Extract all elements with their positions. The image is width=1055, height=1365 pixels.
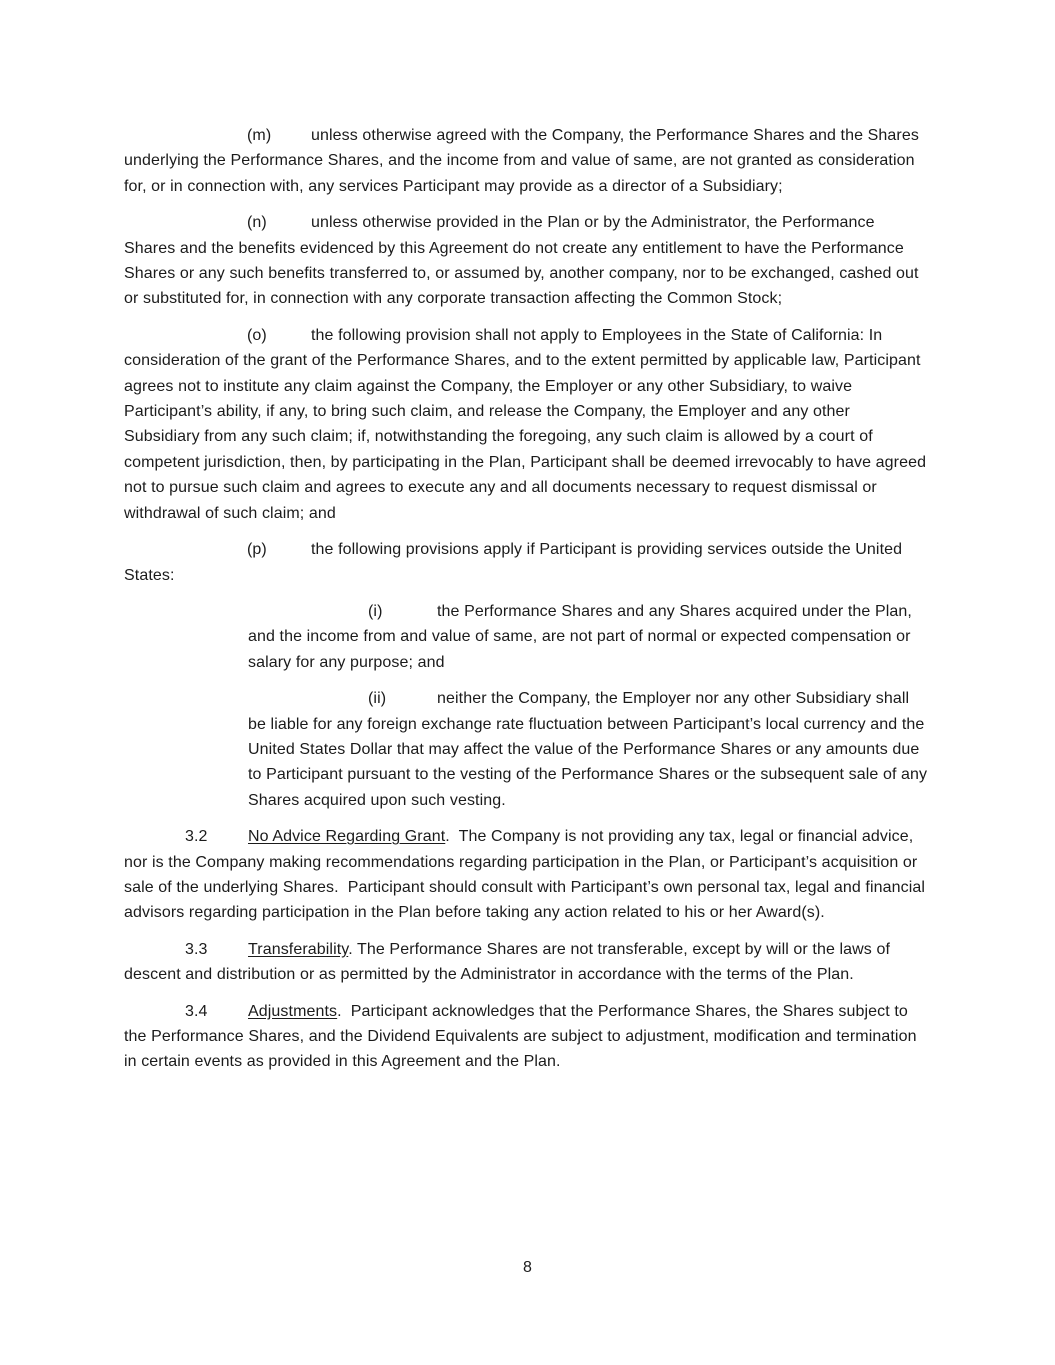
paragraph-m xyxy=(124,123,930,199)
paragraph-n xyxy=(124,210,930,312)
paragraph-o-text: the following provision shall not apply to Employees in the State of California: In consideration of the grant of the Performance Shares, and to the extent permitted by applicable law, Participant agrees not to institute any claim against the Company, the Employer or any other Subsidiary, to waive Participant’s ability, if any, to bring such claim, and release the Company, the Employer and any other Subsidiary from any such claim; if, notwithstanding the foregoing, any such claim is allowed by a court of competent jurisdiction, then, by participating in the Plan, Participant shall be deemed irrevocably to have agreed not to pursue such claim and agrees to execute any and all documents necessary to request dismissal or withdrawal of such claim; and xyxy=(124,326,931,522)
document-body xyxy=(124,0,930,1086)
section-3-2-number: 3.2 xyxy=(185,828,208,846)
section-3-2-text: . The Company is not providing any tax, legal or financial advice, nor is the Company making recommendations regarding participation in the Plan, or Participant’s acquisition or sale of the underlying Shares. Participant should consult with Participant’s own personal tax, legal and financial advisors regarding participation in the Plan before taking any action related to his or her Award(s). xyxy=(124,828,930,922)
paragraph-o-marker: (o) xyxy=(247,326,267,344)
page-number: 8 xyxy=(523,1259,532,1276)
section-3-3-text: . The Performance Shares are not transferable, except by will or the laws of descent and distribution or as permitted by the Administrator in accordance with the terms of the Plan. xyxy=(124,940,895,984)
paragraph-p-text: the following provisions apply if Participant is providing services outside the United States: xyxy=(124,541,907,584)
paragraph-p-marker: (p) xyxy=(247,541,267,559)
subparagraph-ii-marker: (ii) xyxy=(368,690,387,708)
paragraph-o xyxy=(124,323,930,526)
section-3-3 xyxy=(124,937,930,988)
paragraph-n-text: unless otherwise provided in the Plan or by the Administrator, the Performance Shares and the benefits evidenced by this Agreement do not create any entitlement to have the Performance Shares or any such benefits transferred to, or assumed by, another company, nor to be exchanged, cashed out or substituted for, in connection with any corporate transaction affecting the Common Stock; xyxy=(124,214,924,308)
section-3-4-number: 3.4 xyxy=(185,1002,208,1020)
section-3-3-number: 3.3 xyxy=(185,940,208,958)
section-3-4 xyxy=(124,999,930,1075)
subparagraph-ii xyxy=(248,686,930,813)
paragraph-n-marker: (n) xyxy=(247,214,267,232)
section-3-4-text: . Participant acknowledges that the Performance Shares, the Shares subject to the Performance Shares, and the Dividend Equivalents are subject to adjustment, modification and termination in certain events as provided in this Agreement and the Plan. xyxy=(124,1002,922,1071)
subparagraph-i xyxy=(248,599,930,675)
subparagraph-ii-text: neither the Company, the Employer nor any other Subsidiary shall be liable for any foreign exchange rate fluctuation between Participant’s local currency and the United States Dollar that may affect the value of the Performance Shares or any amounts due to Participant pursuant to the vesting of the Performance Shares or the subsequent sale of any Shares acquired upon such vesting. xyxy=(248,690,932,809)
section-3-2-title: No Advice Regarding Grant xyxy=(248,828,446,846)
subparagraph-i-text: the Performance Shares and any Shares acquired under the Plan, and the income from and value of same, are not part of normal or expected compensation or salary for any purpose; and xyxy=(248,602,917,671)
paragraph-p xyxy=(124,537,930,588)
section-3-3-title: Transferability xyxy=(248,940,349,958)
paragraph-m-marker: (m) xyxy=(247,127,272,144)
paragraph-m-text: unless otherwise agreed with the Company, the Performance Shares and the Shares underlying the Performance Shares, and the income from and value of same, are not granted as consideration for, or in connection with, any services Participant may provide as a director of a Subsidiary; xyxy=(124,127,924,195)
section-3-2 xyxy=(124,824,930,926)
subparagraph-i-marker: (i) xyxy=(368,602,383,620)
section-3-4-title: Adjustments xyxy=(248,1002,338,1020)
